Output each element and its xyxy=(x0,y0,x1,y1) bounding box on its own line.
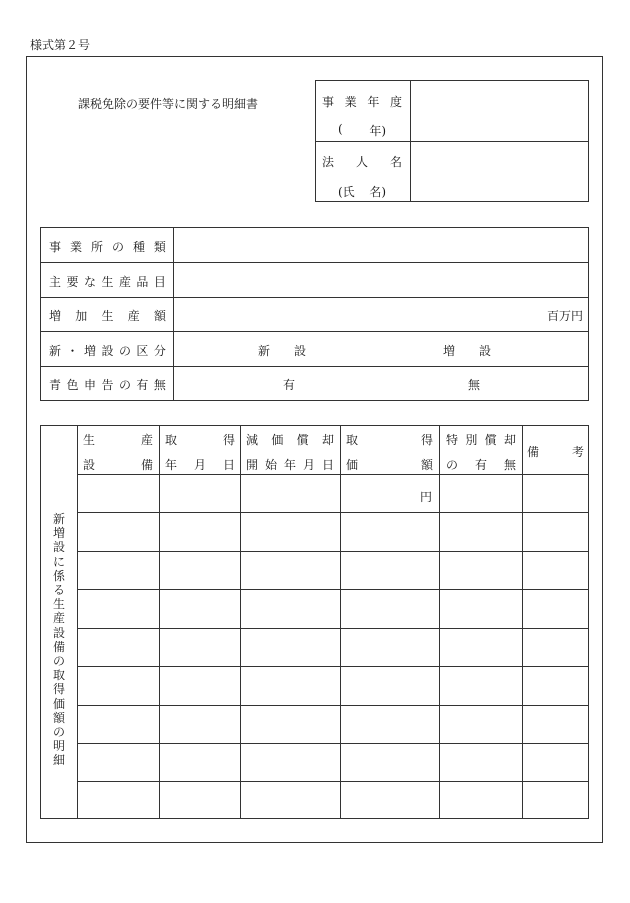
side-label-char: 生 xyxy=(52,597,65,612)
construction-type-label: 新 ・ 増 設 の 区 分 xyxy=(49,344,166,358)
header-special-dep-line1: 特 別 償 却 xyxy=(446,433,516,447)
yen-unit: 円 xyxy=(420,490,433,504)
header-depreciation-line2: 開 始 年 月 日 xyxy=(246,458,334,472)
side-label-char: 新 xyxy=(52,512,65,526)
mid-row-line xyxy=(41,331,588,332)
header-equipment-line1: 生 産 xyxy=(83,433,153,447)
mid-row-line xyxy=(41,366,588,367)
business-info-table xyxy=(40,227,589,401)
side-label-char: の xyxy=(52,725,65,740)
main-products-label: 主 要 な 生 産 品 目 xyxy=(49,275,166,289)
corp-name-field[interactable] xyxy=(411,142,588,201)
side-label-char: の xyxy=(52,654,65,669)
side-label-char: 係 xyxy=(52,568,65,583)
fiscal-year-label: 事 業 年 度 xyxy=(322,95,402,109)
blue-return-no-option[interactable]: 無 xyxy=(468,378,481,392)
header-equipment-line2: 設 備 xyxy=(83,458,153,472)
blue-return-yes-option[interactable]: 有 xyxy=(283,378,296,392)
equipment-cost-table xyxy=(40,425,589,819)
side-label-char: 明 xyxy=(52,739,65,754)
side-label-char: 増 xyxy=(52,526,65,541)
side-label xyxy=(41,512,77,768)
header-acq-date-line1: 取 得 xyxy=(165,433,235,447)
side-label-char: 額 xyxy=(52,710,65,725)
production-increase-label: 増 加 生 産 額 xyxy=(49,309,166,323)
corp-name-sub: (氏 名) xyxy=(338,185,386,199)
million-yen-unit: 百万円 xyxy=(547,309,584,323)
blue-return-label: 青 色 申 告 の 有 無 xyxy=(49,378,166,392)
document-title: 課税免除の要件等に関する明細書 xyxy=(78,97,259,111)
corp-name-label: 法 人 名 xyxy=(322,155,402,169)
side-label-char: に xyxy=(52,554,65,569)
business-type-label: 事 業 所 の 種 類 xyxy=(49,240,166,254)
fiscal-year-field[interactable] xyxy=(411,81,588,140)
business-type-field[interactable] xyxy=(174,228,588,262)
side-label-char: る xyxy=(52,583,65,598)
side-label-char: 産 xyxy=(52,611,65,626)
header-acq-date-line2: 年 月 日 xyxy=(165,458,235,472)
side-label-char: 得 xyxy=(52,682,65,697)
equipment-entry-area[interactable] xyxy=(78,475,588,818)
header-depreciation-line1: 減 価 償 却 xyxy=(246,433,334,447)
side-label-char: 設 xyxy=(52,625,65,640)
side-label-char: 備 xyxy=(52,639,65,654)
new-construction-option[interactable]: 新 設 xyxy=(258,344,307,358)
side-label-char: 設 xyxy=(52,540,65,555)
side-label-char: 取 xyxy=(52,668,65,683)
side-label-char: 細 xyxy=(52,753,65,768)
side-label-char: 価 xyxy=(52,696,65,711)
fiscal-year-sub: ( 年) xyxy=(338,122,386,138)
header-special-dep-line2: の 有 無 xyxy=(446,458,516,472)
form-number: 様式第２号 xyxy=(30,38,91,52)
header-acq-cost-line1: 取 得 xyxy=(346,433,433,447)
expansion-option[interactable]: 増 設 xyxy=(443,344,492,358)
production-increase-field[interactable] xyxy=(174,298,588,331)
main-products-field[interactable] xyxy=(174,263,588,297)
header-remarks: 備 考 xyxy=(527,445,584,459)
header-acq-cost-line2: 価 額 xyxy=(346,458,433,472)
header-info-box xyxy=(315,80,589,202)
